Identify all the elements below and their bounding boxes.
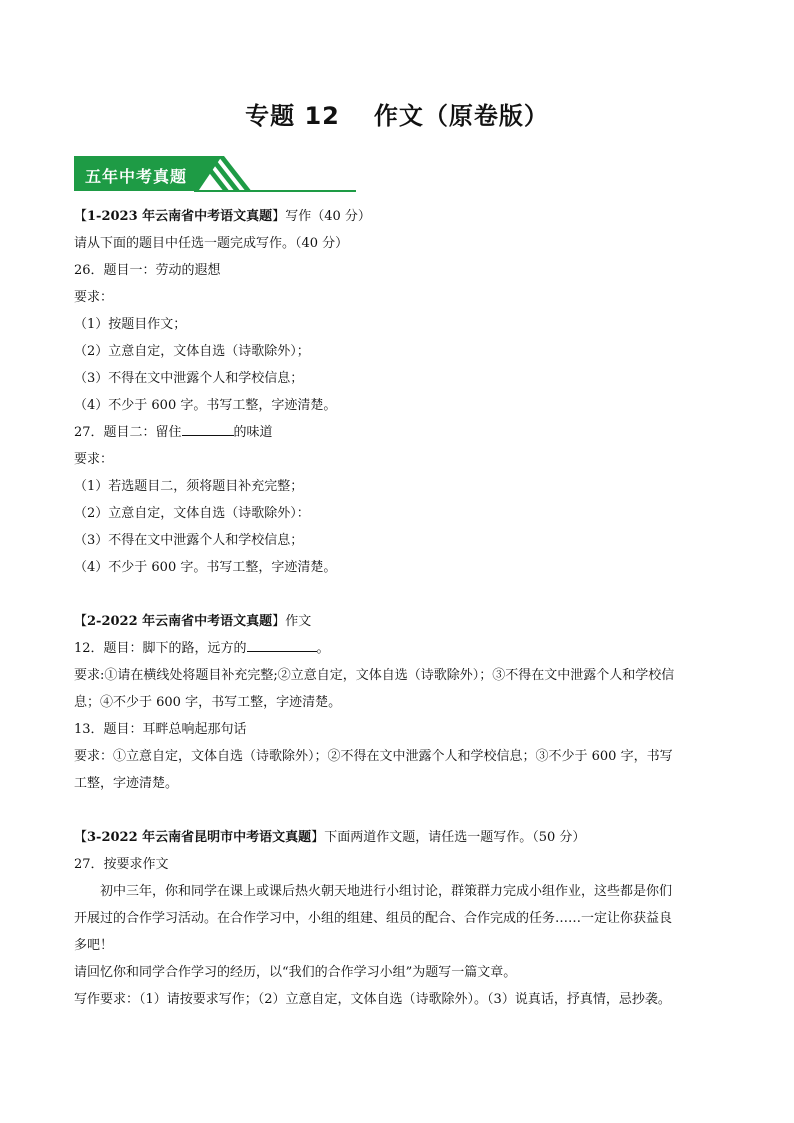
requirement-text: 要求：①立意自定，文体自选（诗歌除外）；②不得在文中泄露个人和学校信息；③不少于 600 字，书写 <box>74 749 673 764</box>
bracket-close: 】 <box>272 209 286 224</box>
paragraph-line: 开展过的合作学习活动。在合作学习中，小组的组建、组员的配合、合作完成的任务……一定让你获益良 <box>74 911 673 926</box>
section-header-rest: 写作（40 分） <box>285 209 371 224</box>
paragraph-line: 初中三年，你和同学在课上或课后热火朝天地进行小组讨论，群策群力完成小组作业，这些都是你们 <box>100 884 673 899</box>
section-source: 3-2022 年云南省昆明市中考语文真题 <box>87 830 312 845</box>
paragraph-line: 请回忆你和同学合作学习的经历，以“我们的合作学习小组”为题写一篇文章。 <box>74 965 517 980</box>
question-title: 26．题目一：劳动的遐想 <box>74 263 221 278</box>
question-title-pre: 27．题目二：留住 <box>74 425 182 440</box>
requirement-item: （3）不得在文中泄露个人和学校信息； <box>74 533 304 548</box>
section-source: 1-2023 年云南省中考语文真题 <box>87 209 273 224</box>
section-header-rest: 作文 <box>285 614 312 629</box>
requirement-item: （2）立意自定，文体自选（诗歌除外）； <box>74 344 310 359</box>
bracket-close: 】 <box>272 614 286 629</box>
requirement-item: （4）不少于 600 字。书写工整，字迹清楚。 <box>74 560 337 575</box>
requirement-label: 要求： <box>74 290 114 305</box>
question-title-post: 。 <box>316 641 330 656</box>
page-title <box>0 96 794 131</box>
paragraph-line: 多吧！ <box>74 938 114 953</box>
requirement-text: 工整，字迹清楚。 <box>74 776 179 791</box>
requirement-text: 写作要求：（1）请按要求写作；（2）立意自定，文体自选（诗歌除外）。（3）说真话，抒真情，忌抄袭。 <box>74 992 671 1007</box>
question-title-pre: 12．题目：脚下的路，远方的 <box>74 641 247 656</box>
section-1-header <box>74 203 724 230</box>
question-title <box>74 419 724 446</box>
banner-label: 五年中考真题 <box>85 167 188 186</box>
section-3-header <box>74 824 724 851</box>
question-title: 13．题目：耳畔总响起那句话 <box>74 722 247 737</box>
requirement-text: 息；④不少于 600 字，书写工整，字迹清楚。 <box>74 695 342 710</box>
question-title <box>74 635 724 662</box>
bracket-close: 】 <box>311 830 325 845</box>
title-sub: 作文（原卷版） <box>373 102 549 130</box>
section-header-rest: 下面两道作文题，请任选一题写作。（50 分） <box>324 830 586 845</box>
question-title: 27．按要求作文 <box>74 857 169 872</box>
section-banner <box>74 156 356 192</box>
fill-blank <box>182 421 234 436</box>
bracket-open: 【 <box>74 830 88 845</box>
requirement-item: （3）不得在文中泄露个人和学校信息； <box>74 371 304 386</box>
requirement-label: 要求： <box>74 452 114 467</box>
section-source: 2-2022 年云南省中考语文真题 <box>87 614 273 629</box>
document-body <box>74 203 724 1013</box>
section-1-intro: 请从下面的题目中任选一题完成写作。（40 分） <box>74 236 349 251</box>
requirement-item: （4）不少于 600 字。书写工整，字迹清楚。 <box>74 398 337 413</box>
banner-underline <box>194 190 356 192</box>
section-2-header <box>74 608 724 635</box>
requirement-text: 要求:①请在横线处将题目补充完整;②立意自定，文体自选（诗歌除外）；③不得在文中泄露个人和学校信 <box>74 668 675 683</box>
requirement-item: （1）按题目作文； <box>74 317 187 332</box>
question-title-post: 的味道 <box>233 425 273 440</box>
title-main: 专题 12 <box>245 102 340 130</box>
fill-blank <box>247 637 317 652</box>
bracket-open: 【 <box>74 209 88 224</box>
bracket-open: 【 <box>74 614 88 629</box>
requirement-item: （2）立意自定，文体自选（诗歌除外）： <box>74 506 310 521</box>
requirement-item: （1）若选题目二，须将题目补充完整； <box>74 479 304 494</box>
